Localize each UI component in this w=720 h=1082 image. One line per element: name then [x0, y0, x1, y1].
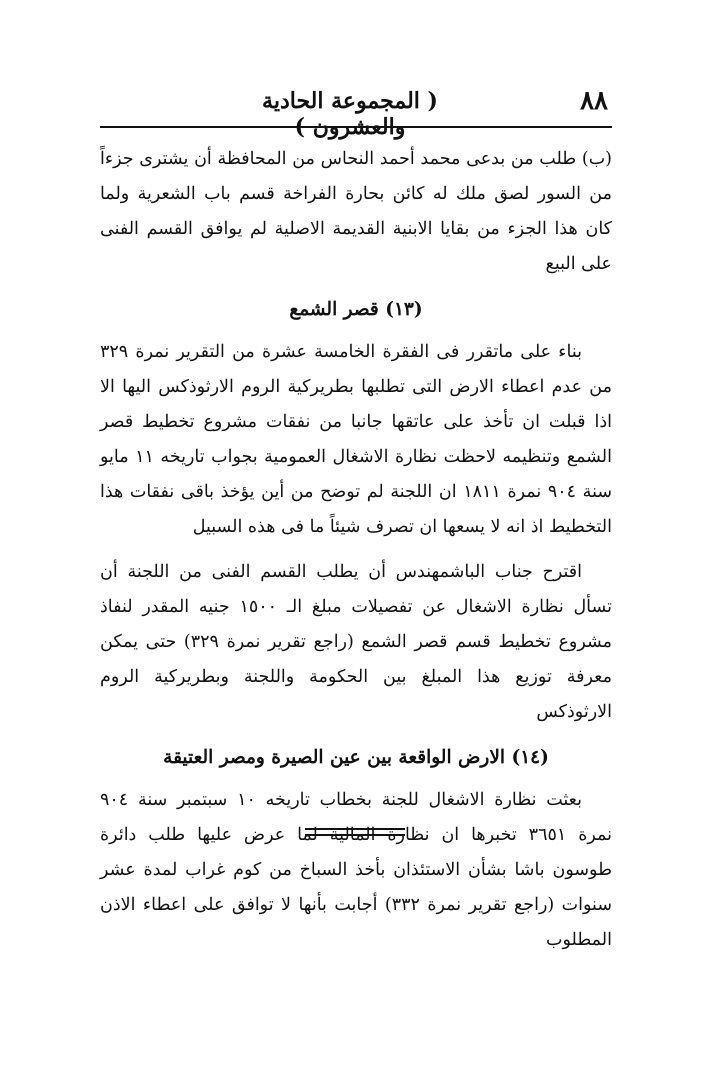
section-heading-13: (١٣) قصر الشمع — [289, 299, 423, 320]
end-rule-top — [305, 828, 405, 830]
paragraph-14-1: بعثت نظارة الاشغال للجنة بخطاب تاريخه ١٠ سبتمبر سنة ٩٠٤ نمرة ٣٦٥١ تخبرها ان نظارة المالية لما عرض عليها طلب دائرة طوسون باشا بشأن الاستئذان بأخذ السباخ من كوم غراب لمدة عشر سنوات (راجع تقرير نمرة ٣٣٢) أجابت بأنها لا توافق على اعطاء الاذن المطلوب — [100, 790, 613, 950]
paragraph-13-1: بناء على ماتقرر فى الفقرة الخامسة عشرة من التقرير نمرة ٣٢٩ من عدم اعطاء الارض التى تطلبها بطريركية الروم الارثوذكس اليها الا اذا قبلت ان تأخذ على عاتقها جانبا من نفقات مشروع تخطيط قصر الشمع وتنظيمه لاحظت نظارة الاشغال العمومية بجواب تاريخه ١١ مايو سنة ٩٠٤ نمرة ١٨١١ ان اللجنة لم توضح من أين يؤخذ باقى نفقات هذا التخطيط اذ انه لا يسعها ان تصرف شيئاً ما فى هذه السبيل — [100, 342, 613, 537]
header-rule — [100, 126, 612, 128]
document-page — [100, 80, 613, 950]
end-double-rule — [305, 828, 405, 836]
end-rule-bottom — [305, 834, 405, 836]
page-header — [100, 80, 612, 140]
page-number: ٨٨ — [580, 86, 608, 116]
page-content — [100, 142, 612, 968]
section-heading-14: (١٤) الارض الواقعة بين عين الصيرة ومصر العتيقة — [163, 747, 549, 768]
paragraph-b: (ب) طلب من بدعى محمد أحمد النحاس من المحافظة أن يشترى جزءاً من السور لصق ملك له كائن بحارة الفراخة قسم باب الشعرية ولما كان هذا الجزء من بقايا الابنية القديمة الاصلية لم يوافق القسم الفنى على البيع — [100, 149, 612, 274]
running-title: ( المجموعة الحادية والعشرون ) — [262, 88, 438, 140]
paragraph-13-2: اقترح جناب الباشمهندس أن يطلب القسم الفنى من اللجنة أن تسأل نظارة الاشغال عن تفصيلات مبلغ الـ ١٥٠٠ جنيه المقدر لنفاذ مشروع تخطيط قسم قصر الشمع (راجع تقرير نمرة ٣٢٩) حتى يمكن معرفة توزيع هذا المبلغ بين الحكومة واللجنة وبطريركية الروم الارثوذكس — [100, 562, 612, 722]
